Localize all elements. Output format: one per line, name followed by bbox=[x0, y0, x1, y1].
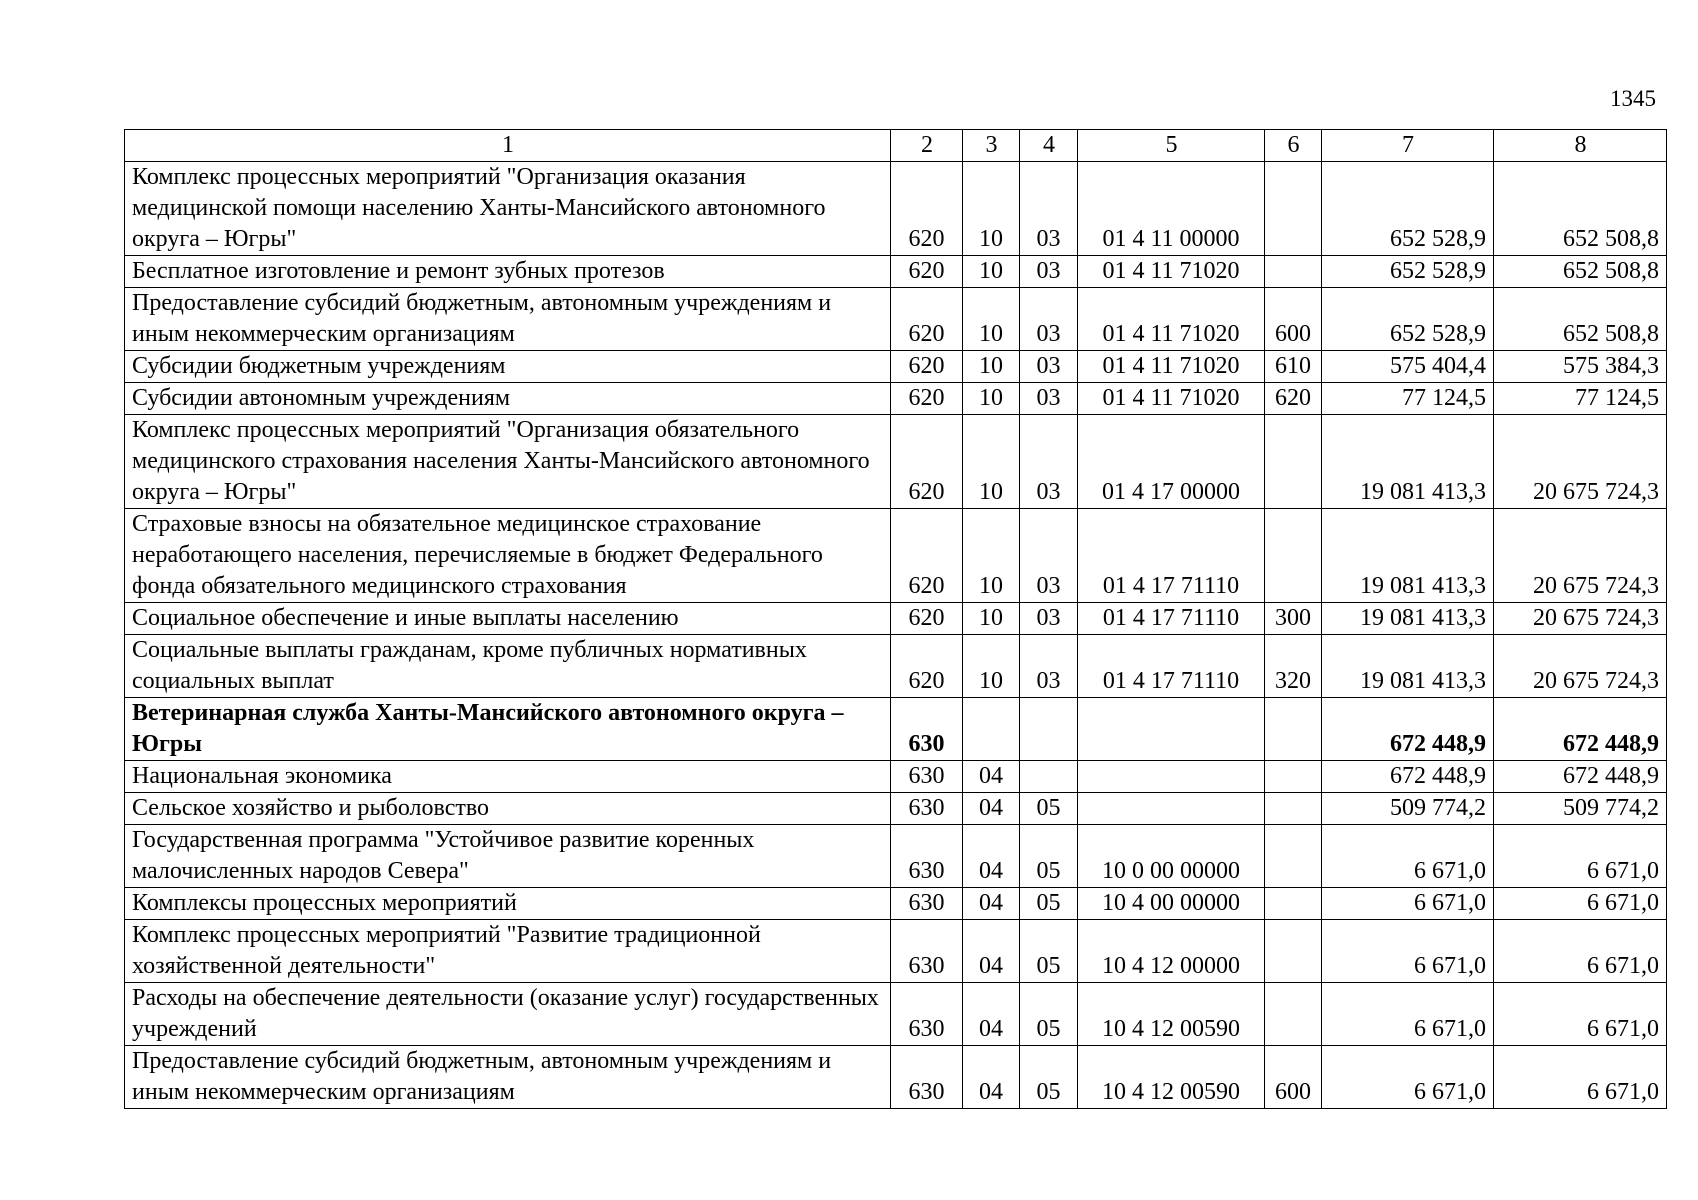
subsection-code-cell: 05 bbox=[1020, 825, 1078, 888]
budget-table bbox=[124, 129, 1667, 1109]
row-name-cell: Предоставление субсидий бюджетным, автономным учреждениям и иным некоммерческим организациям bbox=[125, 1046, 891, 1109]
section-code-cell: 04 bbox=[963, 983, 1020, 1046]
header-cell: 1 bbox=[125, 130, 891, 162]
ministry-code-cell: 630 bbox=[891, 825, 963, 888]
ministry-code-cell: 630 bbox=[891, 698, 963, 761]
ministry-code-cell: 620 bbox=[891, 509, 963, 603]
section-code-cell: 04 bbox=[963, 793, 1020, 825]
section-code-cell: 10 bbox=[963, 351, 1020, 383]
expense-type-cell: 610 bbox=[1265, 351, 1322, 383]
subsection-code-cell: 03 bbox=[1020, 351, 1078, 383]
table-row bbox=[125, 256, 1667, 288]
table-row bbox=[125, 351, 1667, 383]
header-cell: 5 bbox=[1078, 130, 1265, 162]
ministry-code-cell: 630 bbox=[891, 761, 963, 793]
amount-year1-cell: 575 404,4 bbox=[1322, 351, 1494, 383]
expense-type-cell: 600 bbox=[1265, 1046, 1322, 1109]
expense-type-cell: 300 bbox=[1265, 603, 1322, 635]
section-code-cell: 10 bbox=[963, 603, 1020, 635]
amount-year2-cell: 20 675 724,3 bbox=[1494, 415, 1667, 509]
subsection-code-cell: 03 bbox=[1020, 603, 1078, 635]
expense-type-cell: 620 bbox=[1265, 383, 1322, 415]
row-name-cell: Комплекс процессных мероприятий "Развитие традиционной хозяйственной деятельности" bbox=[125, 920, 891, 983]
amount-year1-cell: 672 448,9 bbox=[1322, 698, 1494, 761]
row-name-cell: Сельское хозяйство и рыболовство bbox=[125, 793, 891, 825]
ministry-code-cell: 620 bbox=[891, 383, 963, 415]
amount-year1-cell: 6 671,0 bbox=[1322, 1046, 1494, 1109]
amount-year1-cell: 652 528,9 bbox=[1322, 162, 1494, 256]
page-number: 1345 bbox=[1610, 86, 1656, 111]
expense-type-cell bbox=[1265, 256, 1322, 288]
section-code-cell: 04 bbox=[963, 825, 1020, 888]
section-code-cell: 10 bbox=[963, 509, 1020, 603]
target-article-cell: 10 4 12 00000 bbox=[1078, 920, 1265, 983]
row-name-cell: Бесплатное изготовление и ремонт зубных протезов bbox=[125, 256, 891, 288]
amount-year1-cell: 652 528,9 bbox=[1322, 256, 1494, 288]
expense-type-cell bbox=[1265, 983, 1322, 1046]
expense-type-cell bbox=[1265, 415, 1322, 509]
header-cell: 8 bbox=[1494, 130, 1667, 162]
section-code-cell: 10 bbox=[963, 288, 1020, 351]
target-article-cell: 10 0 00 00000 bbox=[1078, 825, 1265, 888]
amount-year1-cell: 6 671,0 bbox=[1322, 888, 1494, 920]
amount-year1-cell: 509 774,2 bbox=[1322, 793, 1494, 825]
table-row bbox=[125, 983, 1667, 1046]
amount-year2-cell: 652 508,8 bbox=[1494, 288, 1667, 351]
expense-type-cell: 600 bbox=[1265, 288, 1322, 351]
target-article-cell: 01 4 11 71020 bbox=[1078, 288, 1265, 351]
table-row bbox=[125, 825, 1667, 888]
expense-type-cell bbox=[1265, 920, 1322, 983]
section-code-cell: 04 bbox=[963, 761, 1020, 793]
section-code-cell: 10 bbox=[963, 415, 1020, 509]
amount-year1-cell: 6 671,0 bbox=[1322, 983, 1494, 1046]
ministry-code-cell: 630 bbox=[891, 888, 963, 920]
table-row bbox=[125, 920, 1667, 983]
row-name-cell: Комплекс процессных мероприятий "Организация обязательного медицинского страхования населения Ханты-Мансийского автономного округа – Югры" bbox=[125, 415, 891, 509]
amount-year1-cell: 77 124,5 bbox=[1322, 383, 1494, 415]
subsection-code-cell: 03 bbox=[1020, 635, 1078, 698]
ministry-code-cell: 620 bbox=[891, 162, 963, 256]
amount-year2-cell: 6 671,0 bbox=[1494, 825, 1667, 888]
ministry-code-cell: 630 bbox=[891, 920, 963, 983]
amount-year1-cell: 652 528,9 bbox=[1322, 288, 1494, 351]
subsection-code-cell: 03 bbox=[1020, 509, 1078, 603]
amount-year2-cell: 20 675 724,3 bbox=[1494, 603, 1667, 635]
target-article-cell: 10 4 12 00590 bbox=[1078, 1046, 1265, 1109]
target-article-cell: 01 4 11 71020 bbox=[1078, 351, 1265, 383]
amount-year2-cell: 6 671,0 bbox=[1494, 888, 1667, 920]
target-article-cell bbox=[1078, 793, 1265, 825]
subsection-code-cell: 05 bbox=[1020, 793, 1078, 825]
ministry-code-cell: 620 bbox=[891, 603, 963, 635]
table-row bbox=[125, 288, 1667, 351]
table-row bbox=[125, 761, 1667, 793]
header-cell: 6 bbox=[1265, 130, 1322, 162]
ministry-code-cell: 630 bbox=[891, 983, 963, 1046]
subsection-code-cell: 05 bbox=[1020, 1046, 1078, 1109]
amount-year2-cell: 6 671,0 bbox=[1494, 983, 1667, 1046]
amount-year1-cell: 6 671,0 bbox=[1322, 825, 1494, 888]
table-row bbox=[125, 383, 1667, 415]
row-name-cell: Ветеринарная служба Ханты-Мансийского автономного округа – Югры bbox=[125, 698, 891, 761]
section-code-cell: 10 bbox=[963, 635, 1020, 698]
table-row bbox=[125, 635, 1667, 698]
row-name-cell: Субсидии автономным учреждениям bbox=[125, 383, 891, 415]
amount-year1-cell: 19 081 413,3 bbox=[1322, 635, 1494, 698]
row-name-cell: Национальная экономика bbox=[125, 761, 891, 793]
ministry-code-cell: 620 bbox=[891, 256, 963, 288]
target-article-cell: 01 4 11 71020 bbox=[1078, 256, 1265, 288]
amount-year2-cell: 6 671,0 bbox=[1494, 920, 1667, 983]
amount-year2-cell: 6 671,0 bbox=[1494, 1046, 1667, 1109]
table-row bbox=[125, 793, 1667, 825]
amount-year1-cell: 19 081 413,3 bbox=[1322, 509, 1494, 603]
amount-year2-cell: 20 675 724,3 bbox=[1494, 635, 1667, 698]
subsection-code-cell: 03 bbox=[1020, 415, 1078, 509]
row-name-cell: Предоставление субсидий бюджетным, автономным учреждениям и иным некоммерческим организациям bbox=[125, 288, 891, 351]
section-code-cell bbox=[963, 698, 1020, 761]
header-cell: 2 bbox=[891, 130, 963, 162]
header-cell: 3 bbox=[963, 130, 1020, 162]
target-article-cell bbox=[1078, 698, 1265, 761]
header-cell: 4 bbox=[1020, 130, 1078, 162]
table-row bbox=[125, 415, 1667, 509]
ministry-code-cell: 620 bbox=[891, 288, 963, 351]
amount-year2-cell: 672 448,9 bbox=[1494, 698, 1667, 761]
row-name-cell: Социальные выплаты гражданам, кроме публичных нормативных социальных выплат bbox=[125, 635, 891, 698]
subsection-code-cell: 05 bbox=[1020, 888, 1078, 920]
header-cell: 7 bbox=[1322, 130, 1494, 162]
expense-type-cell bbox=[1265, 793, 1322, 825]
target-article-cell: 01 4 17 71110 bbox=[1078, 509, 1265, 603]
subsection-code-cell: 05 bbox=[1020, 920, 1078, 983]
amount-year2-cell: 509 774,2 bbox=[1494, 793, 1667, 825]
row-name-cell: Государственная программа "Устойчивое развитие коренных малочисленных народов Севера" bbox=[125, 825, 891, 888]
subsection-code-cell: 03 bbox=[1020, 383, 1078, 415]
expense-type-cell bbox=[1265, 162, 1322, 256]
target-article-cell: 10 4 00 00000 bbox=[1078, 888, 1265, 920]
amount-year1-cell: 19 081 413,3 bbox=[1322, 415, 1494, 509]
table-row bbox=[125, 888, 1667, 920]
amount-year2-cell: 77 124,5 bbox=[1494, 383, 1667, 415]
expense-type-cell bbox=[1265, 888, 1322, 920]
section-code-cell: 10 bbox=[963, 162, 1020, 256]
amount-year2-cell: 20 675 724,3 bbox=[1494, 509, 1667, 603]
subsection-code-cell: 03 bbox=[1020, 256, 1078, 288]
row-name-cell: Социальное обеспечение и иные выплаты населению bbox=[125, 603, 891, 635]
amount-year2-cell: 652 508,8 bbox=[1494, 256, 1667, 288]
section-code-cell: 04 bbox=[963, 920, 1020, 983]
amount-year1-cell: 6 671,0 bbox=[1322, 920, 1494, 983]
row-name-cell: Комплекс процессных мероприятий "Организация оказания медицинской помощи населению Ханты-Мансийского автономного округа – Югры" bbox=[125, 162, 891, 256]
row-name-cell: Страховые взносы на обязательное медицинское страхование неработающего населения, перечисляемые в бюджет Федерального фонда обязательного медицинского страхования bbox=[125, 509, 891, 603]
section-code-cell: 10 bbox=[963, 256, 1020, 288]
target-article-cell bbox=[1078, 761, 1265, 793]
row-name-cell: Комплексы процессных мероприятий bbox=[125, 888, 891, 920]
amount-year1-cell: 19 081 413,3 bbox=[1322, 603, 1494, 635]
ministry-code-cell: 620 bbox=[891, 415, 963, 509]
subsection-code-cell bbox=[1020, 761, 1078, 793]
expense-type-cell bbox=[1265, 825, 1322, 888]
table-header-row bbox=[125, 130, 1667, 162]
target-article-cell: 01 4 17 71110 bbox=[1078, 635, 1265, 698]
amount-year2-cell: 652 508,8 bbox=[1494, 162, 1667, 256]
expense-type-cell: 320 bbox=[1265, 635, 1322, 698]
target-article-cell: 01 4 11 00000 bbox=[1078, 162, 1265, 256]
subsection-code-cell: 03 bbox=[1020, 288, 1078, 351]
target-article-cell: 01 4 17 00000 bbox=[1078, 415, 1265, 509]
ministry-code-cell: 630 bbox=[891, 793, 963, 825]
subsection-code-cell: 03 bbox=[1020, 162, 1078, 256]
section-code-cell: 04 bbox=[963, 1046, 1020, 1109]
row-name-cell: Субсидии бюджетным учреждениям bbox=[125, 351, 891, 383]
section-code-cell: 04 bbox=[963, 888, 1020, 920]
table-row bbox=[125, 1046, 1667, 1109]
target-article-cell: 01 4 11 71020 bbox=[1078, 383, 1265, 415]
table-row bbox=[125, 603, 1667, 635]
expense-type-cell bbox=[1265, 698, 1322, 761]
amount-year1-cell: 672 448,9 bbox=[1322, 761, 1494, 793]
expense-type-cell bbox=[1265, 761, 1322, 793]
section-code-cell: 10 bbox=[963, 383, 1020, 415]
table-row bbox=[125, 509, 1667, 603]
target-article-cell: 01 4 17 71110 bbox=[1078, 603, 1265, 635]
row-name-cell: Расходы на обеспечение деятельности (оказание услуг) государственных учреждений bbox=[125, 983, 891, 1046]
table-row bbox=[125, 162, 1667, 256]
expense-type-cell bbox=[1265, 509, 1322, 603]
table-body bbox=[125, 162, 1667, 1109]
table-row bbox=[125, 698, 1667, 761]
amount-year2-cell: 575 384,3 bbox=[1494, 351, 1667, 383]
target-article-cell: 10 4 12 00590 bbox=[1078, 983, 1265, 1046]
ministry-code-cell: 630 bbox=[891, 1046, 963, 1109]
ministry-code-cell: 620 bbox=[891, 635, 963, 698]
ministry-code-cell: 620 bbox=[891, 351, 963, 383]
subsection-code-cell bbox=[1020, 698, 1078, 761]
amount-year2-cell: 672 448,9 bbox=[1494, 761, 1667, 793]
subsection-code-cell: 05 bbox=[1020, 983, 1078, 1046]
